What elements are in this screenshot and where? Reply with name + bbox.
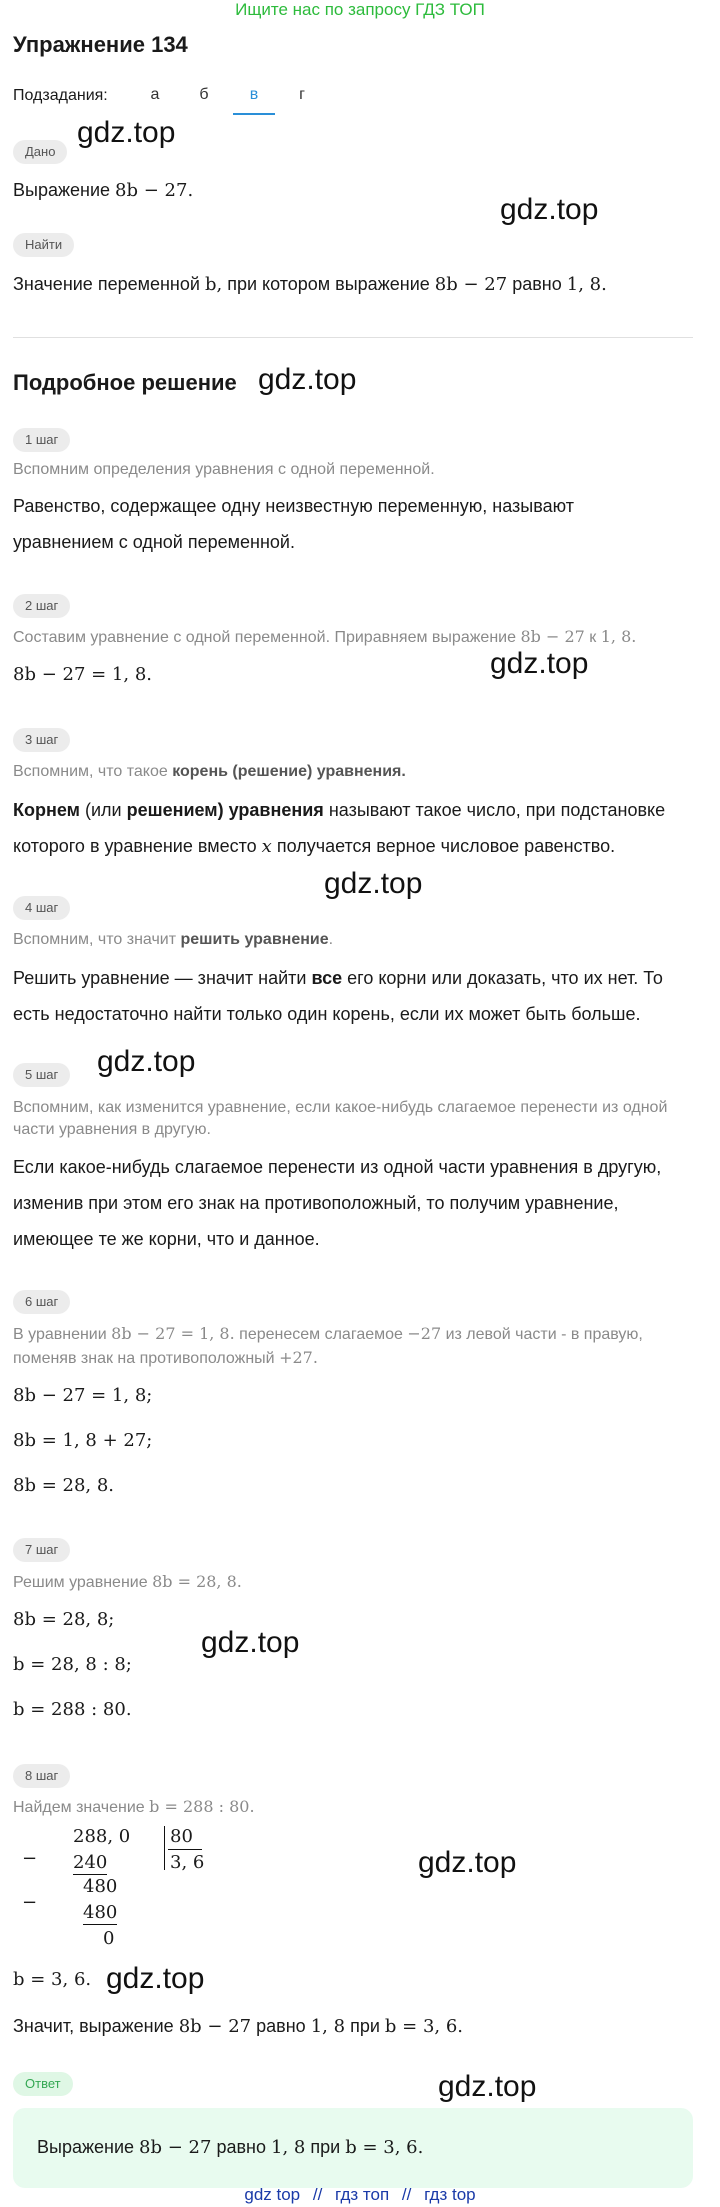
answer-chip: Ответ — [13, 2072, 73, 2096]
step-5-line-1: Если какое-нибудь слагаемое перенести из одной части уравнения в другую, — [13, 1157, 662, 1177]
division-divisor-line — [168, 1849, 202, 1850]
given-chip: Дано — [13, 140, 67, 164]
page-title: Упражнение 134 — [13, 32, 188, 57]
watermark: gdz.top — [106, 1962, 205, 1995]
division-underline-2 — [83, 1924, 117, 1925]
division-subtrahend-1: 240 — [73, 1852, 108, 1873]
step-7-eq-1: 8b = 28, 8; — [13, 1609, 115, 1630]
footer-separator: // — [401, 2185, 412, 2204]
division-minus-2: − — [22, 1892, 38, 1913]
division-vertical-bar — [164, 1826, 165, 1870]
step-6-hint-2: поменяв знак на противоположный +27. — [13, 1348, 318, 1367]
step-4-line-1: Решить уравнение — значит найти все его корни или доказать, что их нет. То — [13, 968, 663, 988]
step-6-eq-3: 8b = 28, 8. — [13, 1475, 115, 1496]
step-5-hint-1: Вспомним, как изменится уравнение, если какое-нибудь слагаемое перенести из одной — [13, 1099, 668, 1116]
subtask-tab-a[interactable]: а — [150, 86, 160, 103]
step-6-chip: 6 шаг — [13, 1290, 70, 1314]
step-8-hint: Найдем значение b = 288 : 80. — [13, 1797, 255, 1816]
subtask-tab-v[interactable]: в — [249, 86, 259, 103]
watermark: gdz.top — [490, 647, 589, 680]
division-subtrahend-2: 480 — [83, 1902, 118, 1923]
step-1-line-2: уравнением с одной переменной. — [13, 532, 295, 552]
find-text: Значение переменной b, при котором выражение 8b − 27 равно 1, 8. — [13, 274, 607, 295]
division-remainder-2: 0 — [103, 1928, 115, 1949]
answer-text: Выражение 8b − 27 равно 1, 8 при b = 3, 6. — [37, 2137, 424, 2158]
step-6-eq-1: 8b − 27 = 1, 8; — [13, 1385, 153, 1406]
footer-links — [0, 2185, 720, 2205]
answer-box — [13, 2108, 693, 2188]
footer-link-2[interactable]: гдз топ — [335, 2185, 390, 2204]
find-chip: Найти — [13, 233, 74, 257]
long-division — [0, 1820, 300, 1960]
step-2-hint: Составим уравнение с одной переменной. Приравняем выражение 8b − 27 к 1, 8. — [13, 627, 637, 646]
watermark: gdz.top — [201, 1626, 300, 1659]
step-3-line-1: Корнем (или решением) уравнения называют такое число, при подстановке — [13, 800, 666, 820]
step-4-line-2: есть недостаточно найти только один корень, если их может быть больше. — [13, 1004, 641, 1024]
division-divisor: 80 — [170, 1826, 193, 1847]
watermark: gdz.top — [258, 363, 357, 396]
division-quotient: 3, 6 — [170, 1852, 205, 1873]
footer-link-1[interactable]: gdz top — [244, 2185, 301, 2204]
division-remainder-1: 480 — [83, 1876, 118, 1897]
division-minus-1: − — [22, 1848, 38, 1869]
active-tab-indicator — [233, 113, 275, 115]
step-7-eq-2: b = 28, 8 : 8; — [13, 1654, 132, 1675]
footer-separator: // — [312, 2185, 323, 2204]
subtask-tab-b[interactable]: б — [199, 86, 209, 103]
step-8-result: b = 3, 6. — [13, 1969, 92, 1990]
step-7-chip: 7 шаг — [13, 1538, 70, 1562]
step-4-chip: 4 шаг — [13, 896, 70, 920]
section-divider — [13, 337, 693, 338]
subtasks-label: Подзадания: — [13, 87, 108, 104]
step-2-equation: 8b − 27 = 1, 8. — [13, 664, 152, 685]
step-6-eq-2: 8b = 1, 8 + 27; — [13, 1430, 153, 1451]
step-2-chip: 2 шаг — [13, 594, 70, 618]
step-1-chip: 1 шаг — [13, 428, 70, 452]
given-text: Выражение 8b − 27. — [13, 180, 194, 201]
subtask-tab-g[interactable]: г — [299, 86, 305, 103]
step-5-hint-2: части уравнения в другую. — [13, 1121, 211, 1138]
watermark: gdz.top — [438, 2070, 537, 2103]
step-8-conclusion: Значит, выражение 8b − 27 равно 1, 8 при b = 3, 6. — [13, 2016, 464, 2037]
footer-link-3[interactable]: гдз top — [424, 2185, 476, 2204]
step-7-hint: Решим уравнение 8b = 28, 8. — [13, 1572, 242, 1591]
watermark: gdz.top — [500, 193, 599, 226]
watermark: gdz.top — [77, 116, 176, 149]
step-4-hint: Вспомним, что значит решить уравнение. — [13, 931, 334, 948]
step-1-hint: Вспомним определения уравнения с одной переменной. — [13, 461, 435, 478]
step-3-chip: 3 шаг — [13, 728, 70, 752]
step-7-eq-3: b = 288 : 80. — [13, 1699, 132, 1720]
step-5-line-2: изменив при этом его знак на противоположный, то получим уравнение, — [13, 1193, 619, 1213]
watermark: gdz.top — [324, 867, 423, 900]
step-8-chip: 8 шаг — [13, 1764, 70, 1788]
division-dividend: 288, 0 — [73, 1826, 131, 1847]
step-5-line-3: имеющее те же корни, что и данное. — [13, 1229, 320, 1249]
step-1-line-1: Равенство, содержащее одну неизвестную переменную, называют — [13, 496, 574, 516]
step-3-line-2: которого в уравнение вместо x получается верное числовое равенство. — [13, 836, 616, 857]
top-banner[interactable]: Ищите нас по запросу ГДЗ ТОП — [235, 0, 485, 19]
watermark: gdz.top — [418, 1846, 517, 1879]
step-3-hint: Вспомним, что такое корень (решение) уравнения. — [13, 763, 406, 780]
solution-title: Подробное решение — [13, 370, 237, 395]
division-underline-1 — [73, 1874, 107, 1875]
step-5-chip: 5 шаг — [13, 1063, 70, 1087]
watermark: gdz.top — [97, 1045, 196, 1078]
step-6-hint-1: В уравнении 8b − 27 = 1, 8. перенесем слагаемое −27 из левой части - в правую, — [13, 1324, 643, 1343]
